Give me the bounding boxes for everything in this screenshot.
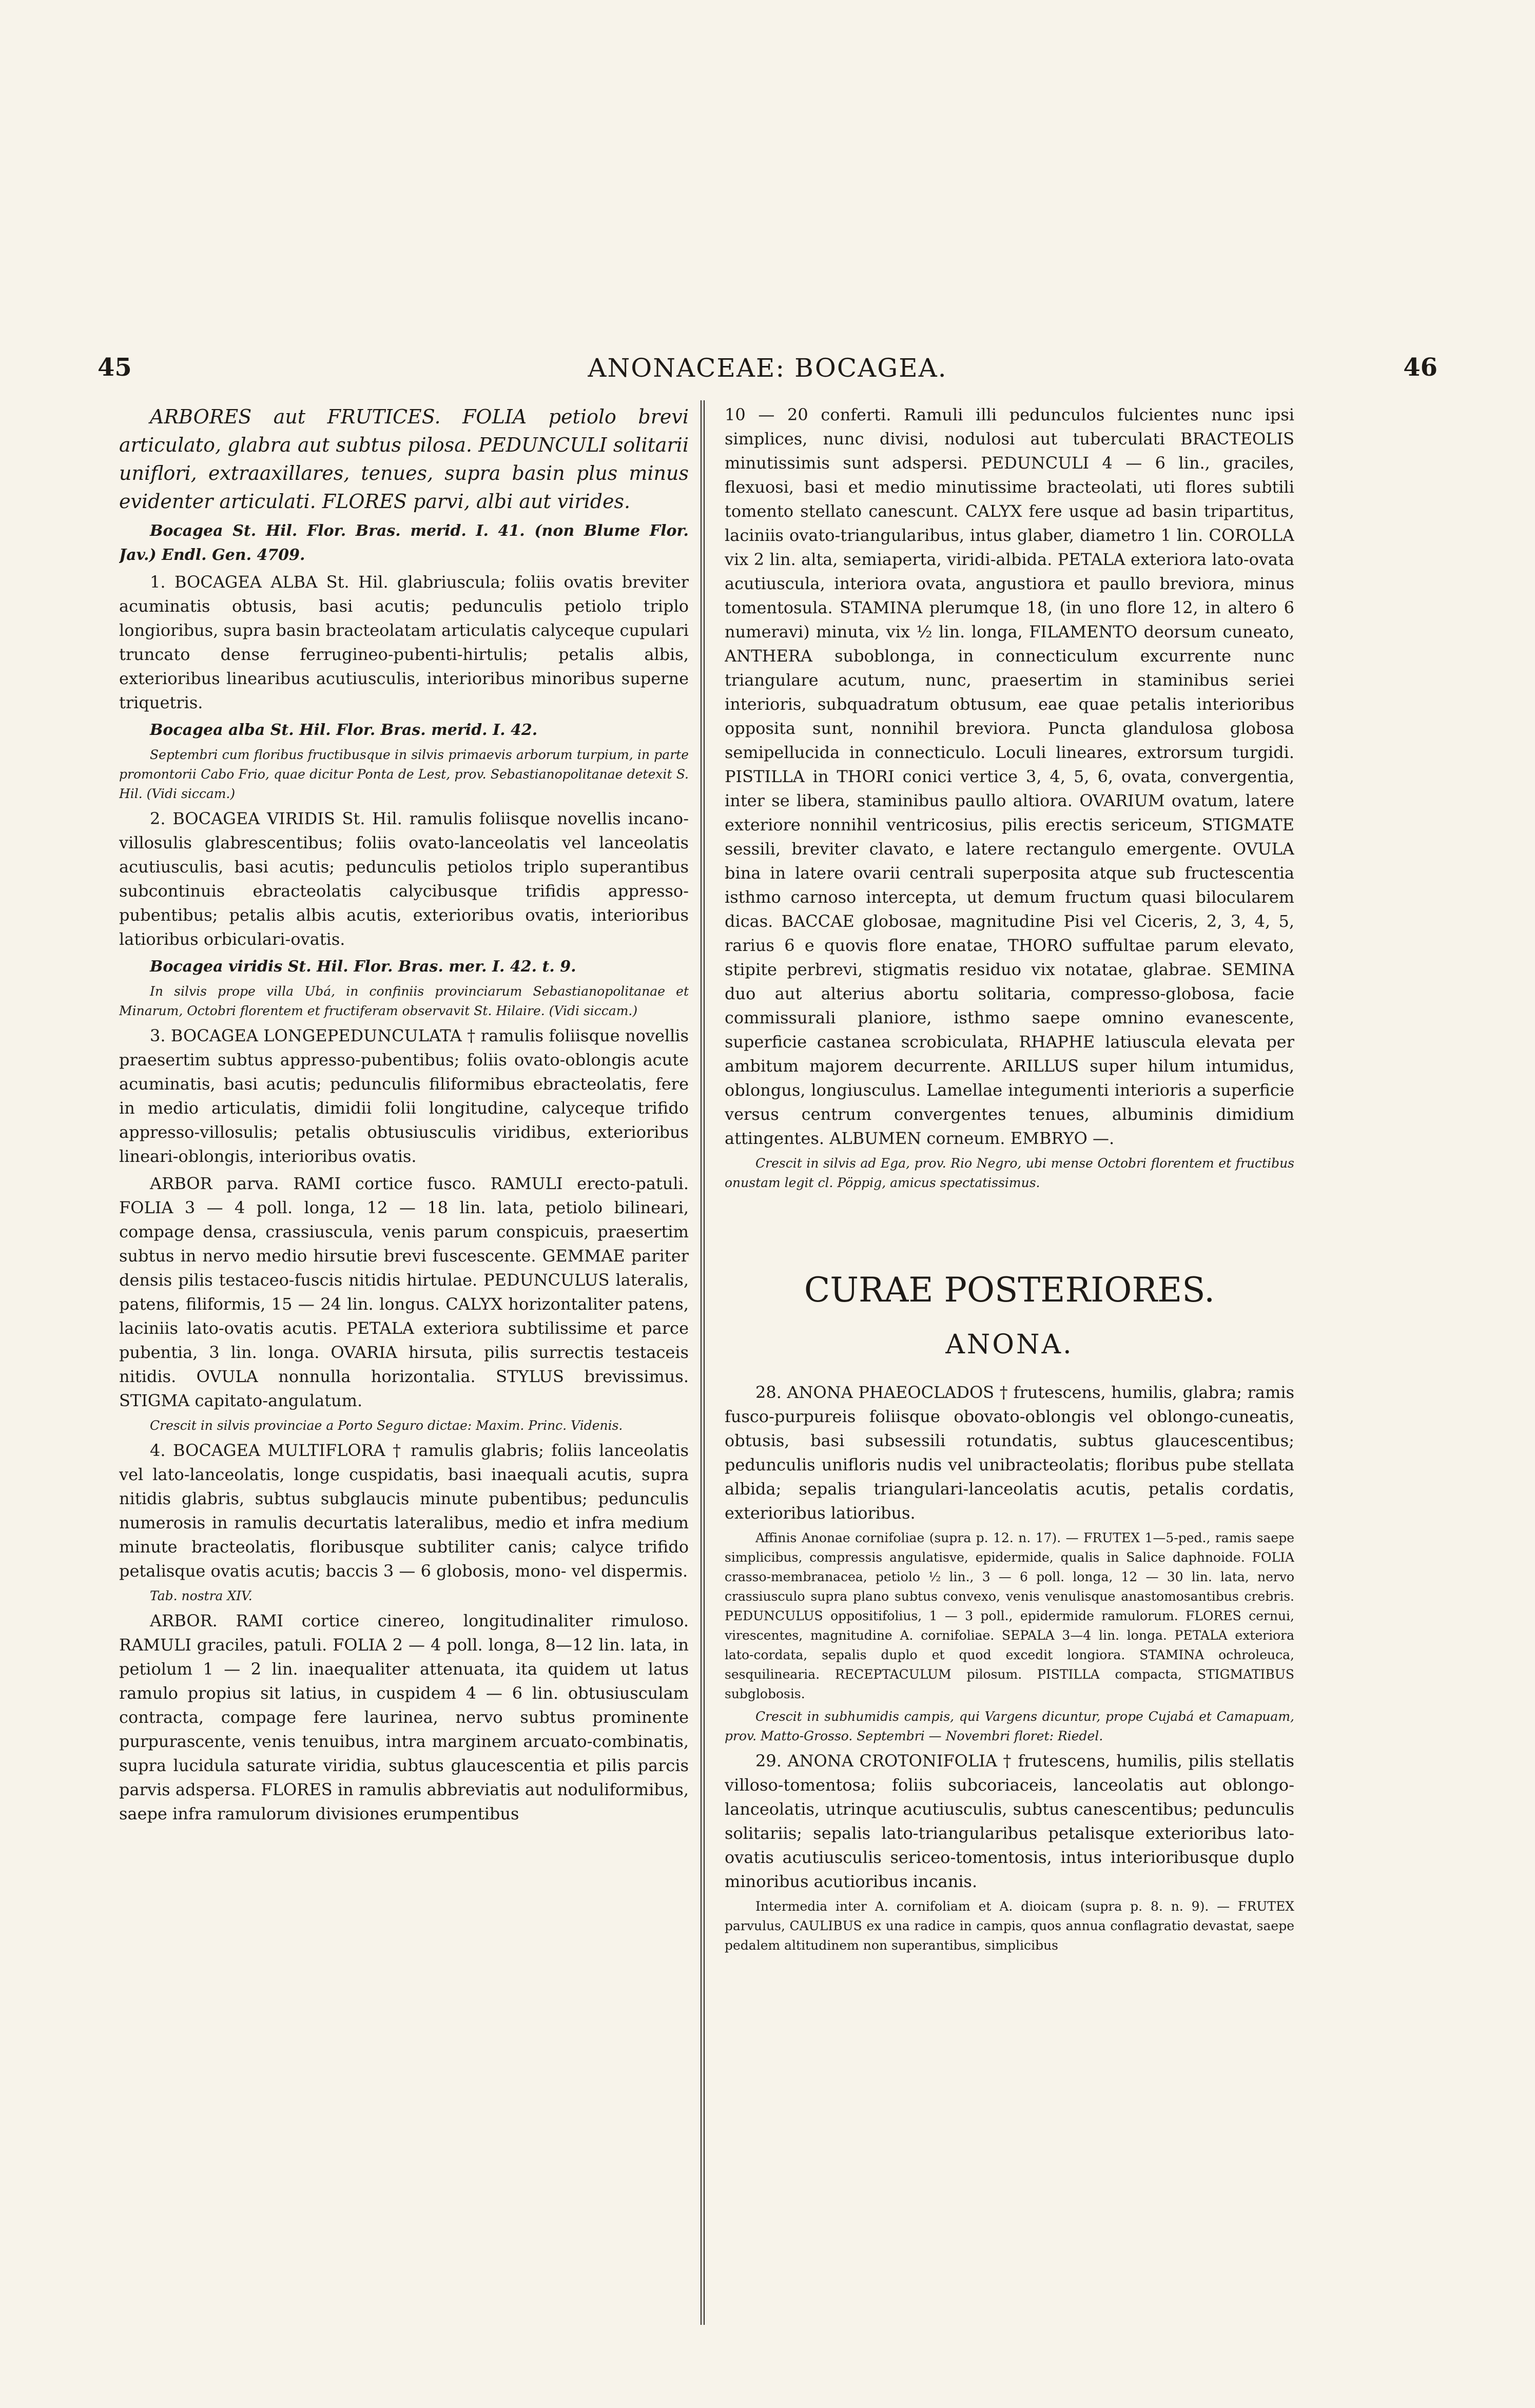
continued-description: 10 — 20 conferti. Ramuli illi pedunculos fulcientes nunc ipsi simplices, nunc divisi, nodulosi aut tuberculati BRACTEOLIS minutissimis sunt adspersi. PEDUNCULI 4 — 6 lin., graciles, flexuosi, basi et medio minutissime bracteolati, uti flores subtili tomento stellato canescunt. CALYX fere usque ad basin tripartitus, laciniis ovato-triangularibus, intus glaber, diametro 1 lin. COROLLA vix 2 lin. alta, semiaperta, viridi-albida. PETALA exteriora lato-ovata acutiuscula, interiora ovata, angustiora et paullo breviora, minus tomentosula. STAMINA plerumque 18, (in uno flore 12, in altero 6 numeravi) minuta, vix ½ lin. longa, FILAMENTO deorsum cuneato, ANTHERA suboblonga, in connecticulum excurrente nunc triangulare acutum, nunc, praesertim in staminibus seriei interioris, subquadratum obtusum, eae quae petalis interioribus opposita sunt, nonnihil breviora. Puncta glandulosa globosa semipellucida in connecticulo. Loculi lineares, extrorsum turgidi. PISTILLA in THORI conici vertice 3, 4, 5, 6, ovata, convergentia, inter se libera, staminibus paullo altiora. OVARIUM ovatum, latere exteriore nonnihil ventricosius, pilis erectis sericeum, STIGMATE sessili, breviter clavato, e latere rectangulo emergente. OVULA bina in latere ovarii centrali superposita atque sub fructescentia isthmo carnoso intercepta, ut demum fructum quasi bilocularem dicas. BACCAE globosae, magnitudine Pisi vel Ciceris, 2, 3, 4, 5, rarius 6 e quovis flore enatae, THORO suffultae parum elevato, stipite perbrevi, stigmatis residuo vix notatae, glabrae. SEMINA duo aut alterius abortu solitaria, compresso-globosa, facie commissurali planiore, isthmo saepe omnino evanescente, superficie castanea scrobiculata, RHAPHE latiuscula elevata per ambitum majorem decurrente. ARILLUS super hilum intumidus, oblongus, longiusculus. Lamellae integumenti interioris a superficie versus centrum convergentes tenues, albuminis dimidium attingentes. ALBUMEN corneum. EMBRYO —. [725, 405, 1294, 1148]
left-column [119, 403, 689, 2312]
genus-citation: Bocagea St. Hil. Flor. Bras. merid. I. 41. (non Blume Flor. Jav.) Endl. Gen. 4709. [119, 522, 689, 564]
species-28-description: Affinis Anonae cornifoliae (supra p. 12. n. 17). — FRUTEX 1—5-ped., ramis saepe simplicibus, compressis angulatisve, epidermide, qualis in Salice daphnoide. FOLIA crasso-membranacea, petiolo ½ lin., 3 — 6 poll. longa, 12 — 30 lin. lata, nervo crassiusculo supra plano subtus convexo, venis venulisque anastomosantibus crebris. PEDUNCULUS oppositifolius, 1 — 3 poll., epidermide ramulorum. FLORES cernui, virescentes, magnitudine A. cornifoliae. SEPALA 3—4 lin. longa. PETALA exteriora lato-cordata, sepalis duplo et quod excedit longiora. STAMINA ochroleuca, sesquilinearia. RECEPTACULUM pilosum. PISTILLA compacta, STIGMATIBUS subglobosis. [725, 1530, 1294, 1701]
running-title: ANONACEAE: BOCAGEA. [588, 353, 947, 383]
species-4-plate: Tab. nostra XIV. [150, 1588, 252, 1603]
species-2-note: In silvis prope villa Ubá, in confiniis provinciarum Sebastianopolitanae et Minarum, Octobri florentem et fructiferam observavit St. Hilaire. (Vidi siccam.) [119, 984, 689, 1018]
genus-description: ARBORES aut FRUTICES. FOLIA petiolo brevi articulato, glabra aut subtus pilosa. PEDUNCULI solitarii uniflori, extraaxillares, tenues, supra basin plus minus evidenter articulati. FLORES parvi, albi aut virides. [119, 405, 689, 513]
species-1: 1. BOCAGEA ALBA St. Hil. glabriuscula; foliis ovatis breviter acuminatis obtusis, basi acutis; pedunculis petiolo triplo longioribus, supra basin bracteolatam articulatis calyceque cupulari truncato dense ferrugineo-pubenti-hirtulis; petalis albis, exterioribus linearibus acutiusculis, interioribus minoribus superne triquetris. [119, 572, 689, 712]
section-title: CURAE POSTERIORES. [804, 1270, 1215, 1310]
column-divider [701, 400, 705, 2325]
page-number-right: 46 [1403, 353, 1437, 382]
page-header [98, 353, 1437, 389]
species-2: 2. BOCAGEA VIRIDIS St. Hil. ramulis foliisque novellis incano-villosulis glabrescentibus; foliis ovato-lanceolatis vel lanceolatis acutiusculis, basi acutis; pedunculis petiolos triplo superantibus subcontinuis ebracteolatis calycibusque trifidis appresso-pubentibus; petalis albis acutis, exterioribus ovatis, interioribus latioribus orbiculari-ovatis. [119, 809, 689, 949]
species-3-note: Crescit in silvis provinciae a Porto Seguro dictae: Maxim. Princ. Videnis. [150, 1418, 623, 1433]
page-number-left: 45 [98, 353, 132, 382]
species-4-description: ARBOR. RAMI cortice cinereo, longitudinaliter rimuloso. RAMULI graciles, patuli. FOLIA 2 — 4 poll. longa, 8—12 lin. lata, in petiolum 1 — 2 lin. inaequaliter attenuata, ita quidem ut latus ramulo propius sit latius, in cuspidem 4 — 6 lin. obtusiusculam contracta, compage fere laurinea, nervo subtus prominente purpurascente, venis tenuibus, intra marginem arcuato-combinatis, supra lucidula saturate viridia, subtus glaucescentia et pilis parcis parvis adspersa. FLORES in ramulis abbreviatis aut noduliformibus, saepe infra ramulorum divisiones erumpentibus [119, 1611, 689, 1823]
species-28: 28. ANONA PHAEOCLADOS † frutescens, humilis, glabra; ramis fusco-purpureis foliisque obovato-oblongis vel oblongo-cuneatis, obtusis, basi subsessili rotundatis, subtus glaucescentibus; pedunculis unifloris nudis vel unibracteolatis; floribus pube stellata albida; sepalis triangulari-lanceolatis acutis, petalis cordatis, exterioribus latioribus. [725, 1383, 1294, 1523]
species-29: 29. ANONA CROTONIFOLIA † frutescens, humilis, pilis stellatis villoso-tomentosa; foliis subcoriaceis, lanceolatis aut oblongo-lanceolatis, utrinque acutiusculis, subtus canescentibus; pedunculis solitariis; sepalis lato-triangularibus petalisque exterioribus lato-ovatis acutiusculis sericeo-tomentosis, intus interioribusque duplo minoribus acutioribus incanis. [725, 1751, 1294, 1891]
right-column-bottom [725, 1381, 1294, 2304]
continued-note: Crescit in silvis ad Ega, prov. Rio Negro, ubi mense Octobri florentem et fructibus onustam legit cl. Pöppig, amicus spectatissimus. [725, 1156, 1294, 1190]
species-3: 3. BOCAGEA LONGEPEDUNCULATA † ramulis foliisque novellis praesertim subtus appresso-pubentibus; foliis ovato-oblongis acute acuminatis, basi acutis; pedunculis filiformibus ebracteolatis, fere in medio articulatis, dimidii folii longitudine, calyceque trifido appresso-villosulis; petalis obtusiusculis viridibus, exterioribus lineari-oblongis, interioribus ovatis. [119, 1026, 689, 1166]
species-4: 4. BOCAGEA MULTIFLORA † ramulis glabris; foliis lanceolatis vel lato-lanceolatis, longe cuspidatis, basi inaequali acutis, supra nitidis glabris, subtus subglaucis minute pubentibus; pedunculis numerosis in ramulis decurtatis lateralibus, medio et infra medium minute bracteolatis, floribusque subtiliter canis; calyce trifido petalisque ovatis acutis; baccis 3 — 6 globosis, mono- vel dispermis. [119, 1441, 689, 1581]
species-1-note: Septembri cum floribus fructibusque in silvis primaevis arborum turpium, in parte promontorii Cabo Frio, quae dicitur Ponta de Lest, prov. Sebastianopolitanae detexit S. Hil. (Vidi siccam.) [119, 747, 689, 801]
species-1-citation: Bocagea alba St. Hil. Flor. Bras. merid. I. 42. [150, 721, 538, 739]
genus-title: ANONA. [945, 1329, 1074, 1360]
species-29-description: Intermedia inter A. cornifoliam et A. dioicam (supra p. 8. n. 9). — FRUTEX parvulus, CAULIBUS ex una radice in campis, quos annua conflagratio devastat, saepe pedalem altitudinem non superantibus, simplicibus [725, 1899, 1294, 1953]
species-3-description: ARBOR parva. RAMI cortice fusco. RAMULI erecto-patuli. FOLIA 3 — 4 poll. longa, 12 — 18 lin. lata, petiolo bilineari, compage densa, crassiuscula, venis parum conspicuis, praesertim subtus in nervo medio hirsutie brevi fuscescente. GEMMAE pariter densis pilis testaceo-fuscis nitidis hirtulae. PEDUNCULUS lateralis, patens, filiformis, 15 — 24 lin. longus. CALYX horizontaliter patens, laciniis lato-ovatis acutis. PETALA exteriora subtilissime et parce pubentia, 3 lin. longa. OVARIA hirsuta, pilis surrectis testaceis nitidis. OVULA nonnulla horizontalia. STYLUS brevissimus. STIGMA capitato-angulatum. [119, 1174, 689, 1410]
species-2-citation: Bocagea viridis St. Hil. Flor. Bras. mer. I. 42. t. 9. [150, 958, 576, 976]
right-column-top [725, 403, 1294, 1265]
species-28-note: Crescit in subhumidis campis, qui Vargens dicuntur, prope Cujabá et Camapuam, prov. Matto-Grosso. Septembri — Novembri floret: Riedel. [725, 1709, 1294, 1743]
